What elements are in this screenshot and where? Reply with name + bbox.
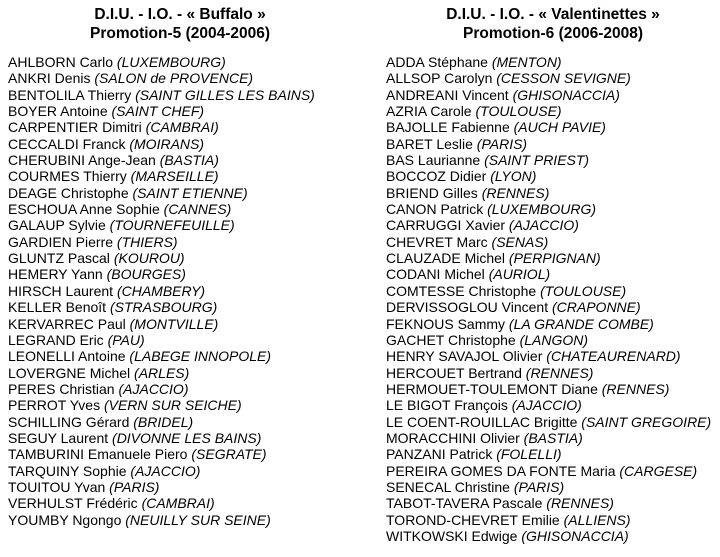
member-city: (CAMBRAI): [145, 119, 219, 136]
member-row: [8, 70, 360, 86]
member-city: (RENNES): [481, 184, 550, 201]
member-row: [8, 512, 360, 528]
member-city: (ARLES): [134, 364, 190, 381]
member-city: (LUXEMBOURG): [487, 201, 597, 218]
member-city: (MONTVILLE): [129, 315, 219, 332]
member-name: GALAUP Sylvie: [8, 217, 110, 234]
member-city: (SAINT PRIEST): [484, 152, 590, 169]
member-city: (DIVONNE LES BAINS): [112, 429, 262, 446]
member-row: [8, 54, 360, 70]
member-name: ANKRI Denis: [8, 70, 95, 87]
member-row: [8, 381, 360, 397]
member-row: [8, 397, 360, 413]
member-list-buffalo: [0, 54, 360, 528]
member-city: (CAMBRAI): [141, 495, 215, 512]
member-row: [386, 185, 720, 201]
member-city: (FOLELLI): [496, 446, 562, 463]
member-city: (LA GRANDE COMBE): [508, 315, 654, 332]
member-city: (SAINT ETIENNE): [132, 184, 248, 201]
member-name: DERVISSOGLOU Vincent: [386, 299, 552, 316]
member-row: [8, 103, 360, 119]
member-row: [8, 119, 360, 135]
member-city: (GHISONACCIA): [521, 527, 629, 544]
member-name: BENTOLILA Thierry: [8, 86, 136, 103]
member-row: [386, 316, 720, 332]
member-city: (LABEGE INNOPOLE): [129, 348, 272, 365]
member-name: AHLBORN Carlo: [8, 54, 117, 70]
member-name: WITKOWSKI Edwige: [386, 527, 522, 544]
member-name: LE COENT-ROUILLAC Brigitte: [386, 413, 582, 430]
member-name: HERCOUET Bertrand: [386, 364, 526, 381]
member-name: GLUNTZ Pascal: [8, 250, 114, 267]
member-row: [8, 463, 360, 479]
member-row: [386, 299, 720, 315]
member-name: BAJOLLE Fabienne: [386, 119, 514, 136]
member-row: [8, 217, 360, 233]
member-row: [386, 217, 720, 233]
member-name: AZRIA Carole: [386, 103, 476, 120]
member-city: (MENTON): [491, 54, 562, 70]
member-city: (TOULOUSE): [540, 282, 627, 299]
member-name: CECCALDI Franck: [8, 135, 130, 152]
member-row: [386, 332, 720, 348]
member-city: (ALLIENS): [563, 511, 631, 528]
member-city: (AUCH PAVIE): [513, 119, 606, 136]
member-name: CLAUZADE Michel: [386, 250, 509, 267]
member-name: DEAGE Christophe: [8, 184, 133, 201]
member-city: (SAINT GREGOIRE): [581, 413, 712, 430]
member-name: YOUMBY Ngongo: [8, 511, 126, 528]
member-row: [8, 250, 360, 266]
member-list-valentinettes: [386, 54, 720, 544]
column-title-buffalo: [0, 5, 360, 43]
member-name: SEGUY Laurent: [8, 429, 113, 446]
member-city: (BOURGES): [106, 266, 186, 283]
member-name: ADDA Stéphane: [386, 54, 492, 70]
member-city: (SEGRATE): [191, 446, 267, 463]
member-name: LE BIGOT François: [386, 397, 512, 414]
member-name: CANON Patrick: [386, 201, 488, 218]
member-city: (KOUROU): [113, 250, 185, 267]
member-name: KERVARREC Paul: [8, 315, 130, 332]
member-city: (SENAS): [491, 233, 549, 250]
member-city: (RENNES): [601, 380, 670, 397]
member-city: (AURIOL): [488, 266, 551, 283]
title-line-program: D.I.U. - I.O. - « Buffalo »: [94, 6, 266, 23]
member-name: SENECAL Christine: [386, 478, 514, 495]
member-row: [8, 446, 360, 462]
member-row: [8, 283, 360, 299]
member-city: (TOULOUSE): [475, 103, 562, 120]
member-city: (MOIRANS): [129, 135, 205, 152]
member-row: [386, 119, 720, 135]
member-name: CHEVRET Marc: [386, 233, 492, 250]
member-name: CHERUBINI Ange-Jean: [8, 152, 160, 169]
member-name: PANZANI Patrick: [386, 446, 497, 463]
member-city: (RENNES): [525, 364, 594, 381]
member-city: (STRASBOURG): [109, 299, 218, 316]
member-name: CARRUGGI Xavier: [386, 217, 509, 234]
member-row: [8, 430, 360, 446]
member-row: [386, 430, 720, 446]
member-row: [8, 201, 360, 217]
member-name: MORACCHINI Olivier: [386, 429, 524, 446]
member-city: (AJACCIO): [118, 380, 189, 397]
member-city: (VERN SUR SEICHE): [103, 397, 242, 414]
member-city: (SAINT CHEF): [111, 103, 205, 120]
member-city: (LANGON): [519, 331, 589, 348]
title-line-promotion: Promotion-6 (2006-2008): [462, 25, 644, 42]
member-city: (PERPIGNAN): [508, 250, 601, 267]
member-city: (CANNES): [163, 201, 232, 218]
member-row: [8, 299, 360, 315]
member-city: (TOURNEFEUILLE): [109, 217, 235, 234]
member-city: (CHATEAURENARD): [546, 348, 681, 365]
member-name: TAMBURINI Emanuele Piero: [8, 446, 192, 463]
member-row: [386, 528, 720, 544]
member-city: (NEUILLY SUR SEINE): [125, 511, 271, 528]
member-city: (AJACCIO): [511, 397, 582, 414]
member-row: [8, 185, 360, 201]
member-row: [386, 201, 720, 217]
member-name: LEONELLI Antoine: [8, 348, 130, 365]
member-name: LEGRAND Eric: [8, 331, 108, 348]
member-name: COURMES Thierry: [8, 168, 131, 185]
member-name: BAS Laurianne: [386, 152, 485, 169]
member-city: (PARIS): [513, 478, 565, 495]
member-name: PEREIRA GOMES DA FONTE Maria: [386, 462, 620, 479]
member-name: ALLSOP Carolyn: [386, 70, 497, 87]
member-city: (AJACCIO): [130, 462, 201, 479]
member-name: BOCCOZ Didier: [386, 168, 491, 185]
member-city: (BASTIA): [159, 152, 219, 169]
member-name: ESCHOUA Anne Sophie: [8, 201, 164, 218]
member-name: TARQUINY Sophie: [8, 462, 131, 479]
member-row: [8, 414, 360, 430]
member-name: SCHILLING Gérard: [8, 413, 134, 430]
member-row: [386, 136, 720, 152]
member-city: (GHISONACCIA): [512, 86, 620, 103]
member-row: [386, 70, 720, 86]
member-row: [386, 168, 720, 184]
member-name: LOVERGNE Michel: [8, 364, 135, 381]
member-city: (AJACCIO): [508, 217, 579, 234]
member-city: (CESSON SEVIGNE): [496, 70, 631, 87]
member-city: (SAINT GILLES LES BAINS): [135, 86, 315, 103]
member-name: BARET Leslie: [386, 135, 477, 152]
member-name: HENRY SAVAJOL Olivier: [386, 348, 547, 365]
column-title-valentinettes: [386, 5, 720, 43]
member-row: [386, 234, 720, 250]
member-name: CARPENTIER Dimitri: [8, 119, 146, 136]
member-city: (THIERS): [116, 233, 178, 250]
title-line-program: D.I.U. - I.O. - « Valentinettes »: [446, 6, 660, 23]
member-name: TOUITOU Yvan: [8, 478, 110, 495]
member-name: TOROND-CHEVRET Emilie: [386, 511, 564, 528]
member-name: TABOT-TAVERA Pascale: [386, 495, 547, 512]
member-row: [386, 479, 720, 495]
member-city: (PARIS): [109, 478, 160, 495]
member-city: (LYON): [490, 168, 537, 185]
member-city: (PARIS): [476, 135, 528, 152]
member-row: [8, 365, 360, 381]
member-city: (CRAPONNE): [552, 299, 641, 316]
member-row: [386, 512, 720, 528]
member-name: VERHULST Frédéric: [8, 495, 142, 512]
member-name: COMTESSE Christophe: [386, 282, 541, 299]
member-row: [386, 152, 720, 168]
member-name: ANDREANI Vincent: [386, 86, 513, 103]
member-name: FEKNOUS Sammy: [386, 315, 509, 332]
member-city: (LUXEMBOURG): [116, 54, 226, 70]
member-name: BOYER Antoine: [8, 103, 112, 120]
member-city: (BASTIA): [523, 429, 583, 446]
member-name: HIRSCH Laurent: [8, 282, 117, 299]
member-row: [8, 316, 360, 332]
member-name: HERMOUET-TOULEMONT Diane: [386, 380, 602, 397]
member-row: [386, 54, 720, 70]
member-city: (PAU): [107, 331, 145, 348]
member-city: (MARSEILLE): [130, 168, 219, 185]
member-city: (SALON de PROVENCE): [94, 70, 254, 87]
member-row: [8, 234, 360, 250]
member-name: PERES Christian: [8, 380, 119, 397]
member-row: [8, 136, 360, 152]
member-row: [386, 397, 720, 413]
member-row: [8, 266, 360, 282]
member-row: [386, 463, 720, 479]
member-row: [8, 332, 360, 348]
member-name: KELLER Benoît: [8, 299, 110, 316]
promotion-column-valentinettes: [360, 0, 720, 557]
member-name: PERROT Yves: [8, 397, 104, 414]
member-name: GARDIEN Pierre: [8, 233, 117, 250]
member-row: [386, 446, 720, 462]
member-name: BRIEND Gilles: [386, 184, 482, 201]
member-row: [8, 152, 360, 168]
member-name: GACHET Christophe: [386, 331, 520, 348]
member-row: [386, 250, 720, 266]
member-row: [386, 103, 720, 119]
member-row: [8, 495, 360, 511]
member-city: (RENNES): [546, 495, 614, 512]
member-row: [8, 168, 360, 184]
member-row: [386, 495, 720, 511]
member-name: HEMERY Yann: [8, 266, 107, 283]
member-row: [386, 381, 720, 397]
member-name: CODANI Michel: [386, 266, 489, 283]
member-row: [386, 414, 720, 430]
member-city: (CHAMBERY): [116, 282, 206, 299]
member-city: (CARGESE): [619, 462, 698, 479]
member-row: [8, 87, 360, 103]
member-row: [386, 365, 720, 381]
member-row: [386, 348, 720, 364]
member-row: [386, 266, 720, 282]
title-line-promotion: Promotion-5 (2004-2006): [89, 25, 271, 42]
member-row: [8, 479, 360, 495]
member-row: [386, 87, 720, 103]
member-row: [386, 283, 720, 299]
member-city: (BRIDEL): [133, 413, 194, 430]
member-row: [8, 348, 360, 364]
